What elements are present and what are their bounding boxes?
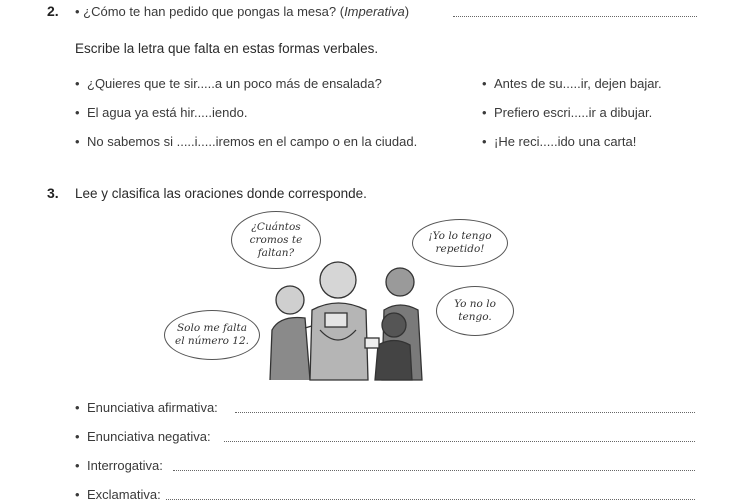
right-item: • Antes de su.....ir, dejen bajar. <box>482 76 662 91</box>
speech-bubble-cuantos: ¿Cuántos cromos te faltan? <box>231 211 321 269</box>
question-2-instruction: Escribe la letra que falta en estas formas verbales. <box>75 41 379 56</box>
speech-bubble-repetido: ¡Yo lo tengo repetido! <box>412 219 508 267</box>
question-3-number: 3. <box>47 185 59 201</box>
prompt-text: • ¿Cómo te han pedido que pongas la mesa? ( <box>75 4 345 19</box>
question-3-instruction: Lee y clasifica las oraciones donde corresponde. <box>75 186 367 201</box>
answer-line-afirmativa[interactable] <box>235 412 695 413</box>
left-item: • No sabemos si .....i.....iremos en el campo o en la ciudad. <box>75 134 418 149</box>
prompt-suffix: ) <box>404 4 410 19</box>
right-item: • ¡He reci.....ido una carta! <box>482 134 637 149</box>
right-item: • Prefiero escri.....ir a dibujar. <box>482 105 653 120</box>
prompt-italic: Imperativa <box>344 4 405 19</box>
left-item: • ¿Quieres que te sir.....a un poco más de ensalada? <box>75 76 382 91</box>
speech-bubble-no-tengo: Yo no lo tengo. <box>436 286 514 336</box>
classification-item: • Exclamativa: <box>75 487 161 502</box>
speech-bubble-numero: Solo me falta el número 12. <box>164 310 260 360</box>
classification-item: • Interrogativa: <box>75 458 163 473</box>
question-2-number: 2. <box>47 3 59 19</box>
answer-line-imperativa[interactable] <box>453 16 697 17</box>
answer-line-negativa[interactable] <box>224 441 695 442</box>
answer-line-interrogativa[interactable] <box>173 470 695 471</box>
classification-item: • Enunciativa afirmativa: <box>75 400 218 415</box>
classification-item: • Enunciativa negativa: <box>75 429 211 444</box>
question-2-prompt <box>75 4 409 19</box>
left-item: • El agua ya está hir.....iendo. <box>75 105 248 120</box>
